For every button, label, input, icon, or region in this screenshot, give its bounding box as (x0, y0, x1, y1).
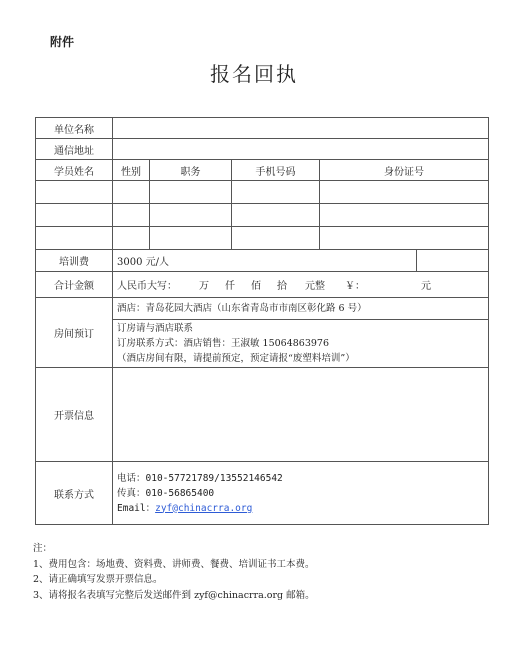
total-yen-label: ￥： (345, 281, 365, 292)
note-item: 2、请正确填写发票开票信息。 (33, 574, 163, 585)
total-amount-field[interactable] (113, 272, 489, 298)
total-yuan-label: 元 (421, 281, 431, 292)
notes-title: 注： (33, 543, 53, 554)
column-header-position: 职务 (150, 160, 232, 181)
student-position-cell[interactable] (150, 204, 232, 227)
column-header-gender: 性别 (113, 160, 150, 181)
student-gender-cell[interactable] (113, 204, 150, 227)
page-title: 报名回执 (210, 62, 298, 86)
booking-contact-info (113, 320, 489, 368)
student-row (36, 181, 489, 204)
note-item: 1、费用包含：场地费、资料费、讲师费、餐费、培训证书工本费。 (33, 558, 315, 570)
student-position-cell[interactable] (150, 181, 232, 204)
invoice-info-label: 开票信息 (36, 368, 113, 462)
column-header-name: 学员姓名 (36, 160, 113, 181)
total-unit-bai: 佰 (251, 281, 261, 292)
student-id-cell[interactable] (320, 227, 489, 250)
fee-value: 3000 元/人 (113, 250, 417, 272)
total-unit-wan: 万 (199, 281, 209, 292)
unit-name-field[interactable] (113, 118, 489, 139)
contact-label: 联系方式 (36, 462, 113, 525)
contact-email-label: Email： (117, 502, 156, 514)
total-unit-shi: 拾 (277, 281, 287, 292)
booking-line-1: 订房请与酒店联系 (117, 323, 194, 334)
attachment-label: 附件 (50, 35, 75, 49)
column-header-id-number: 身份证号 (320, 160, 489, 181)
student-name-cell[interactable] (36, 227, 113, 250)
student-mobile-cell[interactable] (232, 204, 320, 227)
booking-line-3: （酒店房间有限，请提前预定，预定请报“废塑料培训”） (117, 353, 355, 364)
total-unit-yuanzheng: 元整 (305, 281, 325, 292)
total-unit-qian: 仟 (225, 281, 235, 292)
student-name-cell[interactable] (36, 204, 113, 227)
address-label: 通信地址 (36, 139, 113, 160)
total-uppercase-label: 人民币大写： (117, 281, 177, 292)
student-row (36, 204, 489, 227)
booking-line-2: 订房联系方式：酒店销售：王淑敏 15064863976 (117, 338, 330, 349)
unit-name-label: 单位名称 (36, 118, 113, 139)
student-gender-cell[interactable] (113, 227, 150, 250)
total-label: 合计金额 (36, 272, 113, 298)
contact-phone: 电话：010-57721789/13552146542 (117, 472, 283, 484)
contact-fax: 传真：010-56865400 (117, 487, 215, 499)
student-gender-cell[interactable] (113, 181, 150, 204)
note-item: 3、请将报名表填写完整后发送邮件到 zyf@chinacrra.org 邮箱。 (33, 589, 315, 601)
student-position-cell[interactable] (150, 227, 232, 250)
student-row (36, 227, 489, 250)
fee-extra-cell (417, 250, 489, 272)
student-id-cell[interactable] (320, 181, 489, 204)
address-field[interactable] (113, 139, 489, 160)
student-id-cell[interactable] (320, 204, 489, 227)
contact-info (113, 462, 489, 525)
student-mobile-cell[interactable] (232, 227, 320, 250)
contact-email-link[interactable]: zyf@chinacrra.org (155, 502, 253, 514)
student-mobile-cell[interactable] (232, 181, 320, 204)
hotel-info: 酒店：青岛花园大酒店（山东省青岛市市南区彰化路 6 号） (113, 298, 489, 320)
invoice-info-field[interactable] (113, 368, 489, 462)
registration-form (35, 117, 489, 525)
room-booking-label: 房间预订 (36, 298, 113, 368)
student-name-cell[interactable] (36, 181, 113, 204)
fee-label: 培训费 (36, 250, 113, 272)
notes (33, 541, 315, 603)
column-header-mobile: 手机号码 (232, 160, 320, 181)
